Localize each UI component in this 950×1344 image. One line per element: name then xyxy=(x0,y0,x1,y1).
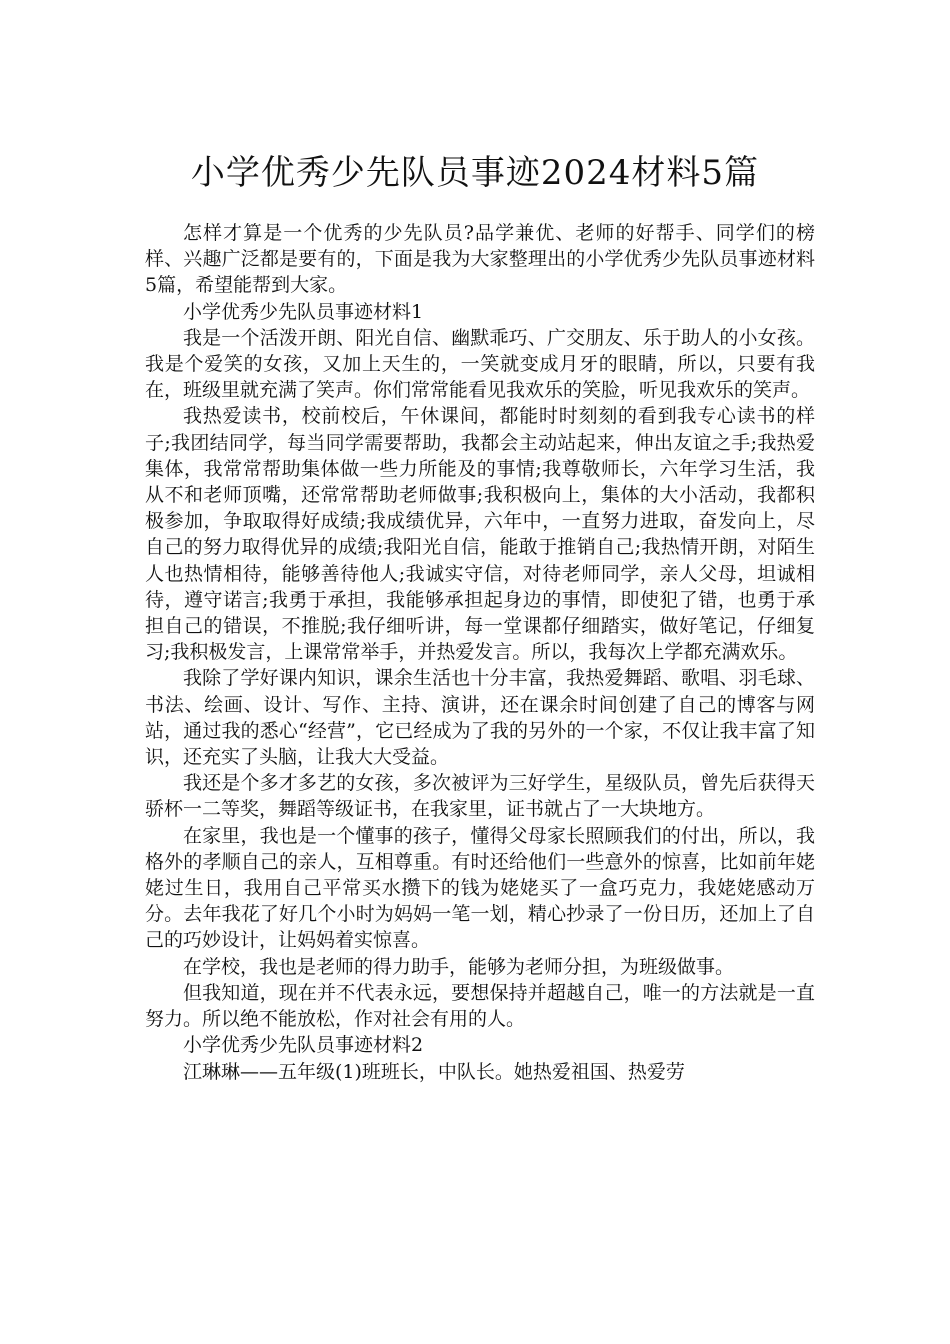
paragraph: 我是一个活泼开朗、阳光自信、幽默乖巧、广交朋友、乐于助人的小女孩。我是个爱笑的女孩，又加上天生的，一笑就变成月牙的眼睛，所以，只要有我在，班级里就充满了笑声。你们常常能看见我欢乐的笑脸，听见我欢乐的笑声。 xyxy=(145,326,815,402)
paragraph: 在学校，我也是老师的得力助手，能够为老师分担，为班级做事。 xyxy=(183,955,735,978)
paragraph: 江琳琳——五年级(1)班班长，中队长。她热爱祖国、热爱劳 xyxy=(183,1060,685,1083)
paragraph: 但我知道，现在并不代表永远，要想保持并超越自己，唯一的方法就是一直努力。所以绝不能放松，作对社会有用的人。 xyxy=(145,981,815,1031)
section-heading-2: 小学优秀少先队员事迹材料2 xyxy=(183,1034,424,1057)
paragraph: 在家里，我也是一个懂事的孩子，懂得父母家长照顾我们的付出，所以，我格外的孝顺自己的亲人，互相尊重。有时还给他们一些意外的惊喜，比如前年姥姥过生日，我用自己平常买水攒下的钱为姥姥买了一盒巧克力，我姥姥感动万分。去年我花了好几个小时为妈妈一笔一划，精心抄录了一份日历，还加上了自己的巧妙设计，让妈妈着实惊喜。 xyxy=(145,824,815,952)
paragraph: 我除了学好课内知识，课余生活也十分丰富，我热爱舞蹈、歌唱、羽毛球、书法、绘画、设计、写作、主持、演讲，还在课余时间创建了自己的博客与网站，通过我的悉心“经营”，它已经成为了我的另外的一个家，不仅让我丰富了知识，还充实了头脑，让我大大受益。 xyxy=(145,667,815,769)
document-body xyxy=(145,220,815,1085)
paragraph: 我还是个多才多艺的女孩，多次被评为三好学生，星级队员，曾先后获得天骄杯一二等奖，舞蹈等级证书，在我家里，证书就占了一大块地方。 xyxy=(145,772,815,821)
section-heading-1: 小学优秀少先队员事迹材料1 xyxy=(183,300,424,323)
document-title: 小学优秀少先队员事迹2024材料5篇 xyxy=(190,152,760,193)
intro-paragraph: 怎样才算是一个优秀的少先队员?品学兼优、老师的好帮手、同学们的榜样、兴趣广泛都是要有的，下面是我为大家整理出的小学优秀少先队员事迹材料5篇，希望能帮到大家。 xyxy=(145,222,815,297)
paragraph: 我热爱读书，校前校后，午休课间，都能时时刻刻的看到我专心读书的样子;我团结同学，每当同学需要帮助，我都会主动站起来，伸出友谊之手;我热爱集体，我常常帮助集体做一些力所能及的事情;我尊敬师长，六年学习生活，我从不和老师顶嘴，还常常帮助老师做事;我积极向上，集体的大小活动，我都积极参加，争取取得好成绩;我成绩优异，六年中，一直努力进取，奋发向上，尽自己的努力取得优异的成绩;我阳光自信，能敢于推销自己;我热情开朗，对陌生人也热情相待，能够善待他人;我诚实守信，对待老师同学，亲人父母，坦诚相待，遵守诺言;我勇于承担，我能够承担起身边的事情，即使犯了错，也勇于承担自己的错误，不推脱;我仔细听讲，每一堂课都仔细踏实，做好笔记，仔细复习;我积极发言，上课常常举手，并热爱发言。所以，我每次上学都充满欢乐。 xyxy=(145,405,815,664)
